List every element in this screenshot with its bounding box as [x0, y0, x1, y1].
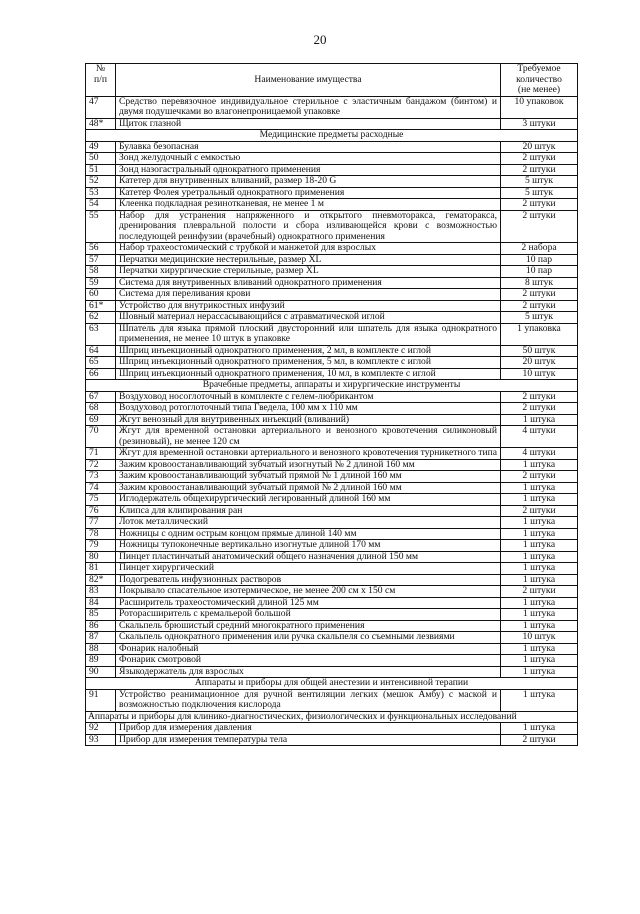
item-name: Жгут для временной остановки артериального и венозного кровотечения турникетного типа — [116, 448, 501, 460]
row-number: 54 — [86, 199, 116, 211]
item-name: Булавка безопасная — [116, 141, 501, 153]
item-name: Шприц инъекционный однократного применения, 2 мл, в комплекте с иглой — [116, 345, 501, 357]
item-quantity: 50 штук — [501, 345, 578, 357]
row-number: 87 — [86, 632, 116, 644]
item-quantity: 1 штука — [501, 723, 578, 735]
table-row — [86, 289, 578, 301]
item-quantity: 1 штука — [501, 528, 578, 540]
table-row — [86, 574, 578, 586]
row-number: 81 — [86, 563, 116, 575]
item-quantity: 1 штука — [501, 494, 578, 506]
row-number: 62 — [86, 312, 116, 324]
item-name: Зажим кровоостанавливающий зубчатый прямой № 2 длиной 160 мм — [116, 482, 501, 494]
table-row — [86, 448, 578, 460]
page-number: 20 — [313, 32, 327, 47]
item-name: Шприц инъекционный однократного применения, 10 мл, в комплекте с иглой — [116, 368, 501, 380]
row-number: 60 — [86, 289, 116, 301]
row-number: 63 — [86, 323, 116, 345]
table-row — [86, 482, 578, 494]
table-row — [86, 312, 578, 324]
table-row — [86, 517, 578, 529]
table-row — [86, 609, 578, 621]
row-number: 79 — [86, 540, 116, 552]
item-name: Пинцет пластинчатый анатомический общего назначения длиной 150 мм — [116, 551, 501, 563]
row-number: 57 — [86, 254, 116, 266]
item-name: Прибор для измерения давления — [116, 723, 501, 735]
item-quantity: 2 штуки — [501, 164, 578, 176]
item-name: Жгут венозный для внутривенных инъекций (вливаний) — [116, 414, 501, 426]
row-number: 64 — [86, 345, 116, 357]
row-number: 53 — [86, 187, 116, 199]
row-number: 71 — [86, 448, 116, 460]
item-name: Система для внутривенных вливаний однократного применения — [116, 277, 501, 289]
item-quantity: 10 пар — [501, 266, 578, 278]
table-row — [86, 494, 578, 506]
table-row — [86, 96, 578, 118]
table-row — [86, 403, 578, 415]
item-quantity: 2 штуки — [501, 505, 578, 517]
item-name: Жгут для временной остановки артериального и венозного кровотечения силиконовый (резиновый), не менее 120 см — [116, 426, 501, 448]
item-name: Клеенка подкладная резинотканевая, не менее 1 м — [116, 199, 501, 211]
item-name: Набор трахеостомический с трубкой и манжетой для взрослых — [116, 243, 501, 255]
item-quantity: 3 штуки — [501, 118, 578, 130]
item-quantity: 2 штуки — [501, 734, 578, 746]
item-quantity: 2 штуки — [501, 403, 578, 415]
item-quantity: 1 штука — [501, 666, 578, 678]
item-name: Зажим кровоостанавливающий зубчатый изогнутый № 2 длиной 160 мм — [116, 459, 501, 471]
item-name: Лоток металлический — [116, 517, 501, 529]
row-number: 47 — [86, 96, 116, 118]
row-number: 69 — [86, 414, 116, 426]
item-name: Катетер Фолея уретральный однократного применения — [116, 187, 501, 199]
table-row — [86, 176, 578, 188]
item-quantity: 1 штука — [501, 459, 578, 471]
item-name: Катетер для внутривенных вливаний, размер 18-20 G — [116, 176, 501, 188]
item-quantity: 2 штуки — [501, 153, 578, 165]
item-name: Щиток глазной — [116, 118, 501, 130]
item-quantity: 20 штук — [501, 141, 578, 153]
item-quantity: 1 штука — [501, 597, 578, 609]
table-row — [86, 414, 578, 426]
item-quantity: 5 штук — [501, 187, 578, 199]
item-name: Ножницы тупоконечные вертикально изогнутые длиной 170 мм — [116, 540, 501, 552]
row-number: 70 — [86, 426, 116, 448]
item-quantity: 1 штука — [501, 482, 578, 494]
table-row — [86, 254, 578, 266]
item-name: Фонарик смотровой — [116, 655, 501, 667]
item-name: Зажим кровоостанавливающий зубчатый прямой № 1 длиной 160 мм — [116, 471, 501, 483]
header-name: Наименование имущества — [116, 64, 501, 97]
table-row — [86, 551, 578, 563]
row-number: 75 — [86, 494, 116, 506]
row-number: 65 — [86, 357, 116, 369]
row-number: 50 — [86, 153, 116, 165]
item-name: Скальпель брюшистый средний многократного применения — [116, 620, 501, 632]
item-name: Зонд желудочный с емкостью — [116, 153, 501, 165]
item-name: Набор для устранения напряженного и открытого пневмоторакса, гематоракса, дренирования плевральной полости и сбора изливающейся крови с возможностью последующей реинфузии (врачебный) однократного применения — [116, 210, 501, 243]
item-name: Зонд назогастральный однократного применения — [116, 164, 501, 176]
row-number: 86 — [86, 620, 116, 632]
item-quantity: 5 штук — [501, 312, 578, 324]
row-number: 90 — [86, 666, 116, 678]
table-row — [86, 153, 578, 165]
item-quantity: 1 штука — [501, 574, 578, 586]
table-row — [86, 199, 578, 211]
item-name: Воздуховод носоглоточный в комплекте с гелем-любрикантом — [116, 391, 501, 403]
table-row — [86, 187, 578, 199]
section-title: Аппараты и приборы для общей анестезии и интенсивной терапии — [86, 678, 578, 690]
item-quantity: 2 штуки — [501, 210, 578, 243]
table-row — [86, 243, 578, 255]
row-number: 91 — [86, 689, 116, 711]
item-quantity: 10 штук — [501, 368, 578, 380]
row-number: 68 — [86, 403, 116, 415]
item-name: Перчатки медицинские нестерильные, размер XL — [116, 254, 501, 266]
table-row — [86, 540, 578, 552]
item-quantity: 1 штука — [501, 563, 578, 575]
item-quantity: 2 штуки — [501, 289, 578, 301]
table-row — [86, 505, 578, 517]
row-number: 61* — [86, 300, 116, 312]
row-number: 74 — [86, 482, 116, 494]
header-number: № п/п — [86, 64, 116, 97]
row-number: 73 — [86, 471, 116, 483]
table-header-row — [86, 64, 578, 97]
item-quantity: 2 штуки — [501, 300, 578, 312]
row-number: 55 — [86, 210, 116, 243]
row-number: 93 — [86, 734, 116, 746]
item-quantity: 1 штука — [501, 643, 578, 655]
equipment-table — [85, 63, 578, 746]
row-number: 92 — [86, 723, 116, 735]
item-name: Пинцет хирургический — [116, 563, 501, 575]
row-number: 49 — [86, 141, 116, 153]
item-quantity: 2 штуки — [501, 471, 578, 483]
section-row — [86, 380, 578, 392]
item-name: Языкодержатель для взрослых — [116, 666, 501, 678]
item-quantity: 2 штуки — [501, 391, 578, 403]
row-number: 51 — [86, 164, 116, 176]
item-quantity: 10 пар — [501, 254, 578, 266]
table-row — [86, 300, 578, 312]
table-row — [86, 620, 578, 632]
table-row — [86, 632, 578, 644]
item-quantity: 8 штук — [501, 277, 578, 289]
item-quantity: 4 штуки — [501, 448, 578, 460]
table-row — [86, 666, 578, 678]
table-row — [86, 277, 578, 289]
table-row — [86, 266, 578, 278]
row-number: 66 — [86, 368, 116, 380]
item-name: Фонарик налобный — [116, 643, 501, 655]
section-title: Медицинские предметы расходные — [86, 130, 578, 142]
item-quantity: 2 штуки — [501, 199, 578, 211]
table-row — [86, 368, 578, 380]
table-body — [86, 96, 578, 746]
table-row — [86, 563, 578, 575]
table-row — [86, 734, 578, 746]
row-number: 78 — [86, 528, 116, 540]
table-row — [86, 459, 578, 471]
item-quantity: 1 штука — [501, 414, 578, 426]
item-name: Шприц инъекционный однократного применения, 5 мл, в комплекте с иглой — [116, 357, 501, 369]
section-title: Аппараты и приборы для клинико-диагностических, физиологических и функциональных исследований — [86, 711, 578, 723]
item-name: Средство перевязочное индивидуальное стерильное с эластичным бандажом (бинтом) и двумя подушечками во влагонепроницаемой упаковке — [116, 96, 501, 118]
item-name: Иглодержатель общехирургический легированный длиной 160 мм — [116, 494, 501, 506]
item-quantity: 1 штука — [501, 551, 578, 563]
item-quantity: 1 штука — [501, 655, 578, 667]
row-number: 85 — [86, 609, 116, 621]
row-number: 83 — [86, 586, 116, 598]
row-number: 76 — [86, 505, 116, 517]
row-number: 58 — [86, 266, 116, 278]
row-number: 84 — [86, 597, 116, 609]
section-row — [86, 678, 578, 690]
table-row — [86, 643, 578, 655]
item-name: Подогреватель инфузионных растворов — [116, 574, 501, 586]
item-quantity: 5 штук — [501, 176, 578, 188]
row-number: 72 — [86, 459, 116, 471]
row-number: 82* — [86, 574, 116, 586]
item-name: Перчатки хирургические стерильные, размер XL — [116, 266, 501, 278]
item-name: Прибор для измерения температуры тела — [116, 734, 501, 746]
section-row — [86, 130, 578, 142]
item-quantity: 1 штука — [501, 517, 578, 529]
table-row — [86, 345, 578, 357]
row-number: 59 — [86, 277, 116, 289]
item-quantity: 2 набора — [501, 243, 578, 255]
row-number: 77 — [86, 517, 116, 529]
item-name: Шпатель для языка прямой плоский двусторонний или шпатель для языка однократного применения, не менее 10 штук в упаковке — [116, 323, 501, 345]
item-quantity: 1 упаковка — [501, 323, 578, 345]
item-name: Устройство для внутрикостных инфузий — [116, 300, 501, 312]
item-quantity: 2 штуки — [501, 586, 578, 598]
table-row — [86, 391, 578, 403]
table-row — [86, 118, 578, 130]
row-number: 80 — [86, 551, 116, 563]
item-name: Скальпель однократного применения или ручка скальпеля со съемными лезвиями — [116, 632, 501, 644]
item-name: Воздуховод ротоглоточный типа Гведела, 100 мм х 110 мм — [116, 403, 501, 415]
table-row — [86, 323, 578, 345]
table-row — [86, 528, 578, 540]
row-number: 88 — [86, 643, 116, 655]
item-name: Покрывало спасательное изотермическое, не менее 200 см х 150 см — [116, 586, 501, 598]
item-quantity: 10 штук — [501, 632, 578, 644]
item-name: Роторасширитель с кремальерой большой — [116, 609, 501, 621]
table-row — [86, 655, 578, 667]
item-name: Ножницы с одним острым концом прямые длиной 140 мм — [116, 528, 501, 540]
table-row — [86, 426, 578, 448]
table-row — [86, 597, 578, 609]
item-quantity: 4 штуки — [501, 426, 578, 448]
item-quantity: 20 штук — [501, 357, 578, 369]
item-quantity: 10 упаковок — [501, 96, 578, 118]
item-quantity: 1 штука — [501, 609, 578, 621]
table-row — [86, 164, 578, 176]
table-row — [86, 723, 578, 735]
item-name: Клипса для клипирования ран — [116, 505, 501, 517]
table-row — [86, 141, 578, 153]
table-row — [86, 210, 578, 243]
item-name: Шовный материал нерассасывающийся с атравматической иглой — [116, 312, 501, 324]
item-name: Устройство реанимационное для ручной вентиляции легких (мешок Амбу) с маской и возможностью подключения кислорода — [116, 689, 501, 711]
row-number: 67 — [86, 391, 116, 403]
table-row — [86, 471, 578, 483]
header-quantity: Требуемое количество (не менее) — [501, 64, 578, 97]
item-quantity: 1 штука — [501, 620, 578, 632]
section-row — [86, 711, 578, 723]
item-name: Система для переливания крови — [116, 289, 501, 301]
row-number: 56 — [86, 243, 116, 255]
item-quantity: 1 штука — [501, 540, 578, 552]
section-title: Врачебные предметы, аппараты и хирургические инструменты — [86, 380, 578, 392]
table-row — [86, 357, 578, 369]
table-row — [86, 689, 578, 711]
row-number: 52 — [86, 176, 116, 188]
row-number: 89 — [86, 655, 116, 667]
row-number: 48* — [86, 118, 116, 130]
table-row — [86, 586, 578, 598]
item-name: Расширитель трахеостомический длиной 125 мм — [116, 597, 501, 609]
item-quantity: 1 штука — [501, 689, 578, 711]
